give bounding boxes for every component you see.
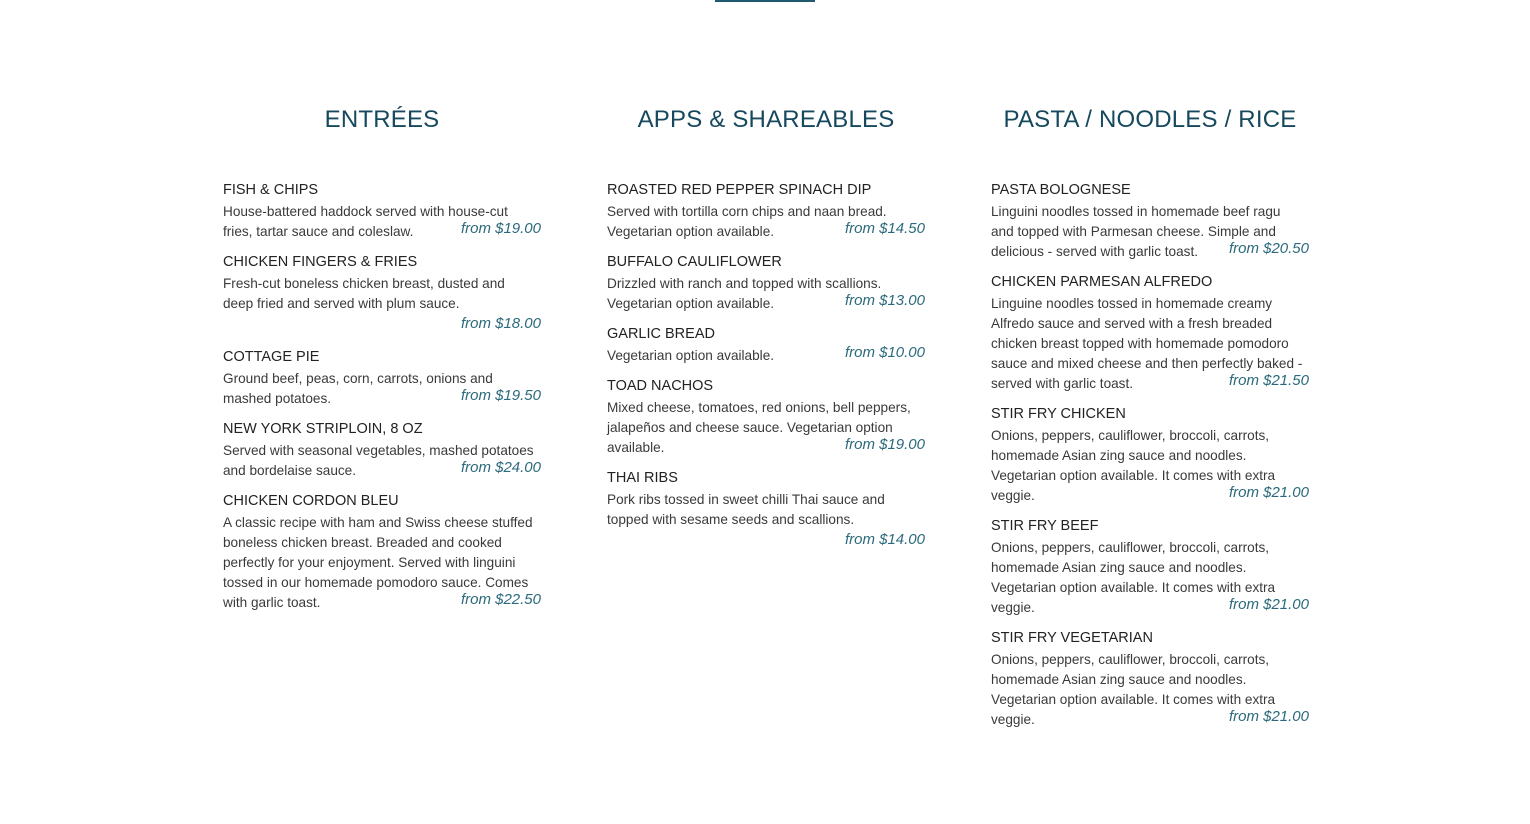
column-heading: ENTRÉES — [324, 106, 440, 133]
price-value: $21.00 — [1263, 484, 1309, 501]
price-prefix: from — [1228, 708, 1259, 725]
menu-item-name: TOAD NACHOS — [607, 378, 714, 394]
menu-item-name: CHICKEN PARMESAN ALFREDO — [991, 274, 1213, 290]
price-value: $20.50 — [1263, 240, 1309, 257]
menu-item-description: Onions, peppers, cauliflower, broccoli, carrots, homemade Asian zing sauce and noodles. Vegetarian option available. It comes with extra veggie. — [991, 428, 1276, 503]
menu-item-description: Drizzled with ranch and topped with scallions. Vegetarian option available. — [607, 276, 882, 311]
price-value: $19.00 — [879, 436, 925, 453]
menu-item-price — [223, 314, 541, 334]
menu-item-price — [991, 483, 1309, 503]
price-value: $22.50 — [495, 591, 541, 608]
price-prefix: from — [1228, 596, 1259, 613]
price-value: $21.00 — [1263, 596, 1309, 613]
menu-item-description: Fresh-cut boneless chicken breast, dusted and deep fried and served with plum sauce. — [223, 276, 505, 311]
price-value: $13.00 — [879, 292, 925, 309]
price-value: $19.00 — [495, 220, 541, 237]
menu-item-price — [607, 530, 925, 550]
menu-item-name: GARLIC BREAD — [607, 326, 715, 342]
menu-item-description: Served with tortilla corn chips and naan bread. Vegetarian option available. — [607, 204, 887, 239]
price-value: $21.50 — [1263, 372, 1309, 389]
menu-item-name: ROASTED RED PEPPER SPINACH DIP — [607, 182, 872, 198]
menu-item — [223, 420, 541, 478]
menu-item — [607, 469, 925, 550]
menu-item-name: THAI RIBS — [607, 470, 678, 486]
price-prefix: from — [1228, 484, 1259, 501]
menu-item-description: A classic recipe with ham and Swiss cheese stuffed boneless chicken breast. Breaded and cooked perfectly for your enjoyment. Served with linguini tossed in our homemade pomodoro sauce. Comes with garlic toast. — [223, 515, 533, 610]
price-value: $10.00 — [879, 344, 925, 361]
menu-item-description: Served with seasonal vegetables, mashed potatoes and bordelaise sauce. — [223, 443, 534, 478]
menu-item — [991, 181, 1309, 259]
menu-item-name: STIR FRY VEGETARIAN — [991, 630, 1153, 646]
menu-item-description: House-battered haddock served with house-cut fries, tartar sauce and coleslaw. — [223, 204, 508, 239]
menu-item-description: Linguine noodles tossed in homemade creamy Alfredo sauce and served with a fresh breaded chicken breast topped with homemade pomodoro sauce and mixed cheese and then perfectly baked - served with garlic toast. — [991, 296, 1303, 391]
menu-item — [223, 181, 541, 239]
menu-item — [607, 325, 925, 363]
menu-item — [991, 405, 1309, 503]
price-prefix: from — [460, 459, 491, 476]
menu-column-pasta-noodles-rice — [991, 103, 1309, 741]
menu-item-description: Ground beef, peas, corn, carrots, onions and mashed potatoes. — [223, 371, 493, 406]
menu-item-price — [991, 595, 1309, 615]
menu-item-description: Linguini noodles tossed in homemade beef ragu and topped with Parmesan cheese. Simple and delicious - served with garlic toast. — [991, 204, 1281, 259]
price-value: $21.00 — [1263, 708, 1309, 725]
price-prefix: from — [460, 315, 491, 332]
menu-item-description: Mixed cheese, tomatoes, red onions, bell peppers, jalapeños and cheese sauce. Vegetarian option available. — [607, 400, 911, 455]
section-underline-accent — [715, 0, 815, 2]
price-value: $14.00 — [879, 531, 925, 548]
price-prefix: from — [844, 344, 875, 361]
menu-item-description: Onions, peppers, cauliflower, broccoli, carrots, homemade Asian zing sauce and noodles. Vegetarian option available. It comes with extra veggie. — [991, 540, 1276, 615]
price-prefix: from — [844, 436, 875, 453]
menu-item — [223, 253, 541, 334]
menu-item — [607, 181, 925, 239]
price-prefix: from — [460, 220, 491, 237]
price-prefix: from — [1228, 240, 1259, 257]
price-value: $24.00 — [495, 459, 541, 476]
menu-item — [991, 517, 1309, 615]
price-prefix: from — [844, 531, 875, 548]
menu-item-description: Pork ribs tossed in sweet chilli Thai sauce and topped with sesame seeds and scallions. — [607, 492, 885, 527]
price-value: $14.50 — [879, 220, 925, 237]
menu-item-name: STIR FRY BEEF — [991, 518, 1099, 534]
menu-column-apps-shareables — [607, 103, 925, 741]
price-value: $18.00 — [495, 315, 541, 332]
menu-item-description: Vegetarian option available. — [607, 348, 775, 363]
menu-item — [607, 253, 925, 311]
price-value: $19.50 — [495, 387, 541, 404]
price-prefix: from — [460, 387, 491, 404]
menu-item — [223, 348, 541, 406]
menu-item — [223, 492, 541, 610]
price-prefix: from — [460, 591, 491, 608]
menu-item-name: FISH & CHIPS — [223, 182, 319, 198]
menu-item-price — [991, 707, 1309, 727]
menu-item — [991, 629, 1309, 727]
menu-item-name: COTTAGE PIE — [223, 349, 320, 365]
menu-item-name: CHICKEN FINGERS & FRIES — [223, 254, 418, 270]
menu-item-name: PASTA BOLOGNESE — [991, 182, 1131, 198]
menu-item-name: CHICKEN CORDON BLEU — [223, 493, 399, 509]
menu-columns — [223, 103, 1309, 741]
menu-item — [607, 377, 925, 455]
column-heading: PASTA / NOODLES / RICE — [1003, 106, 1297, 133]
menu-item-name: BUFFALO CAULIFLOWER — [607, 254, 782, 270]
price-prefix: from — [844, 292, 875, 309]
column-heading: APPS & SHAREABLES — [637, 106, 895, 133]
menu-item-name: STIR FRY CHICKEN — [991, 406, 1126, 422]
menu-item-name: NEW YORK STRIPLOIN, 8 OZ — [223, 421, 423, 437]
price-prefix: from — [844, 220, 875, 237]
price-prefix: from — [1228, 372, 1259, 389]
menu-column-entrees — [223, 103, 541, 741]
menu-item-description: Onions, peppers, cauliflower, broccoli, carrots, homemade Asian zing sauce and noodles. Vegetarian option available. It comes with extra veggie. — [991, 652, 1276, 727]
menu-item — [991, 273, 1309, 391]
